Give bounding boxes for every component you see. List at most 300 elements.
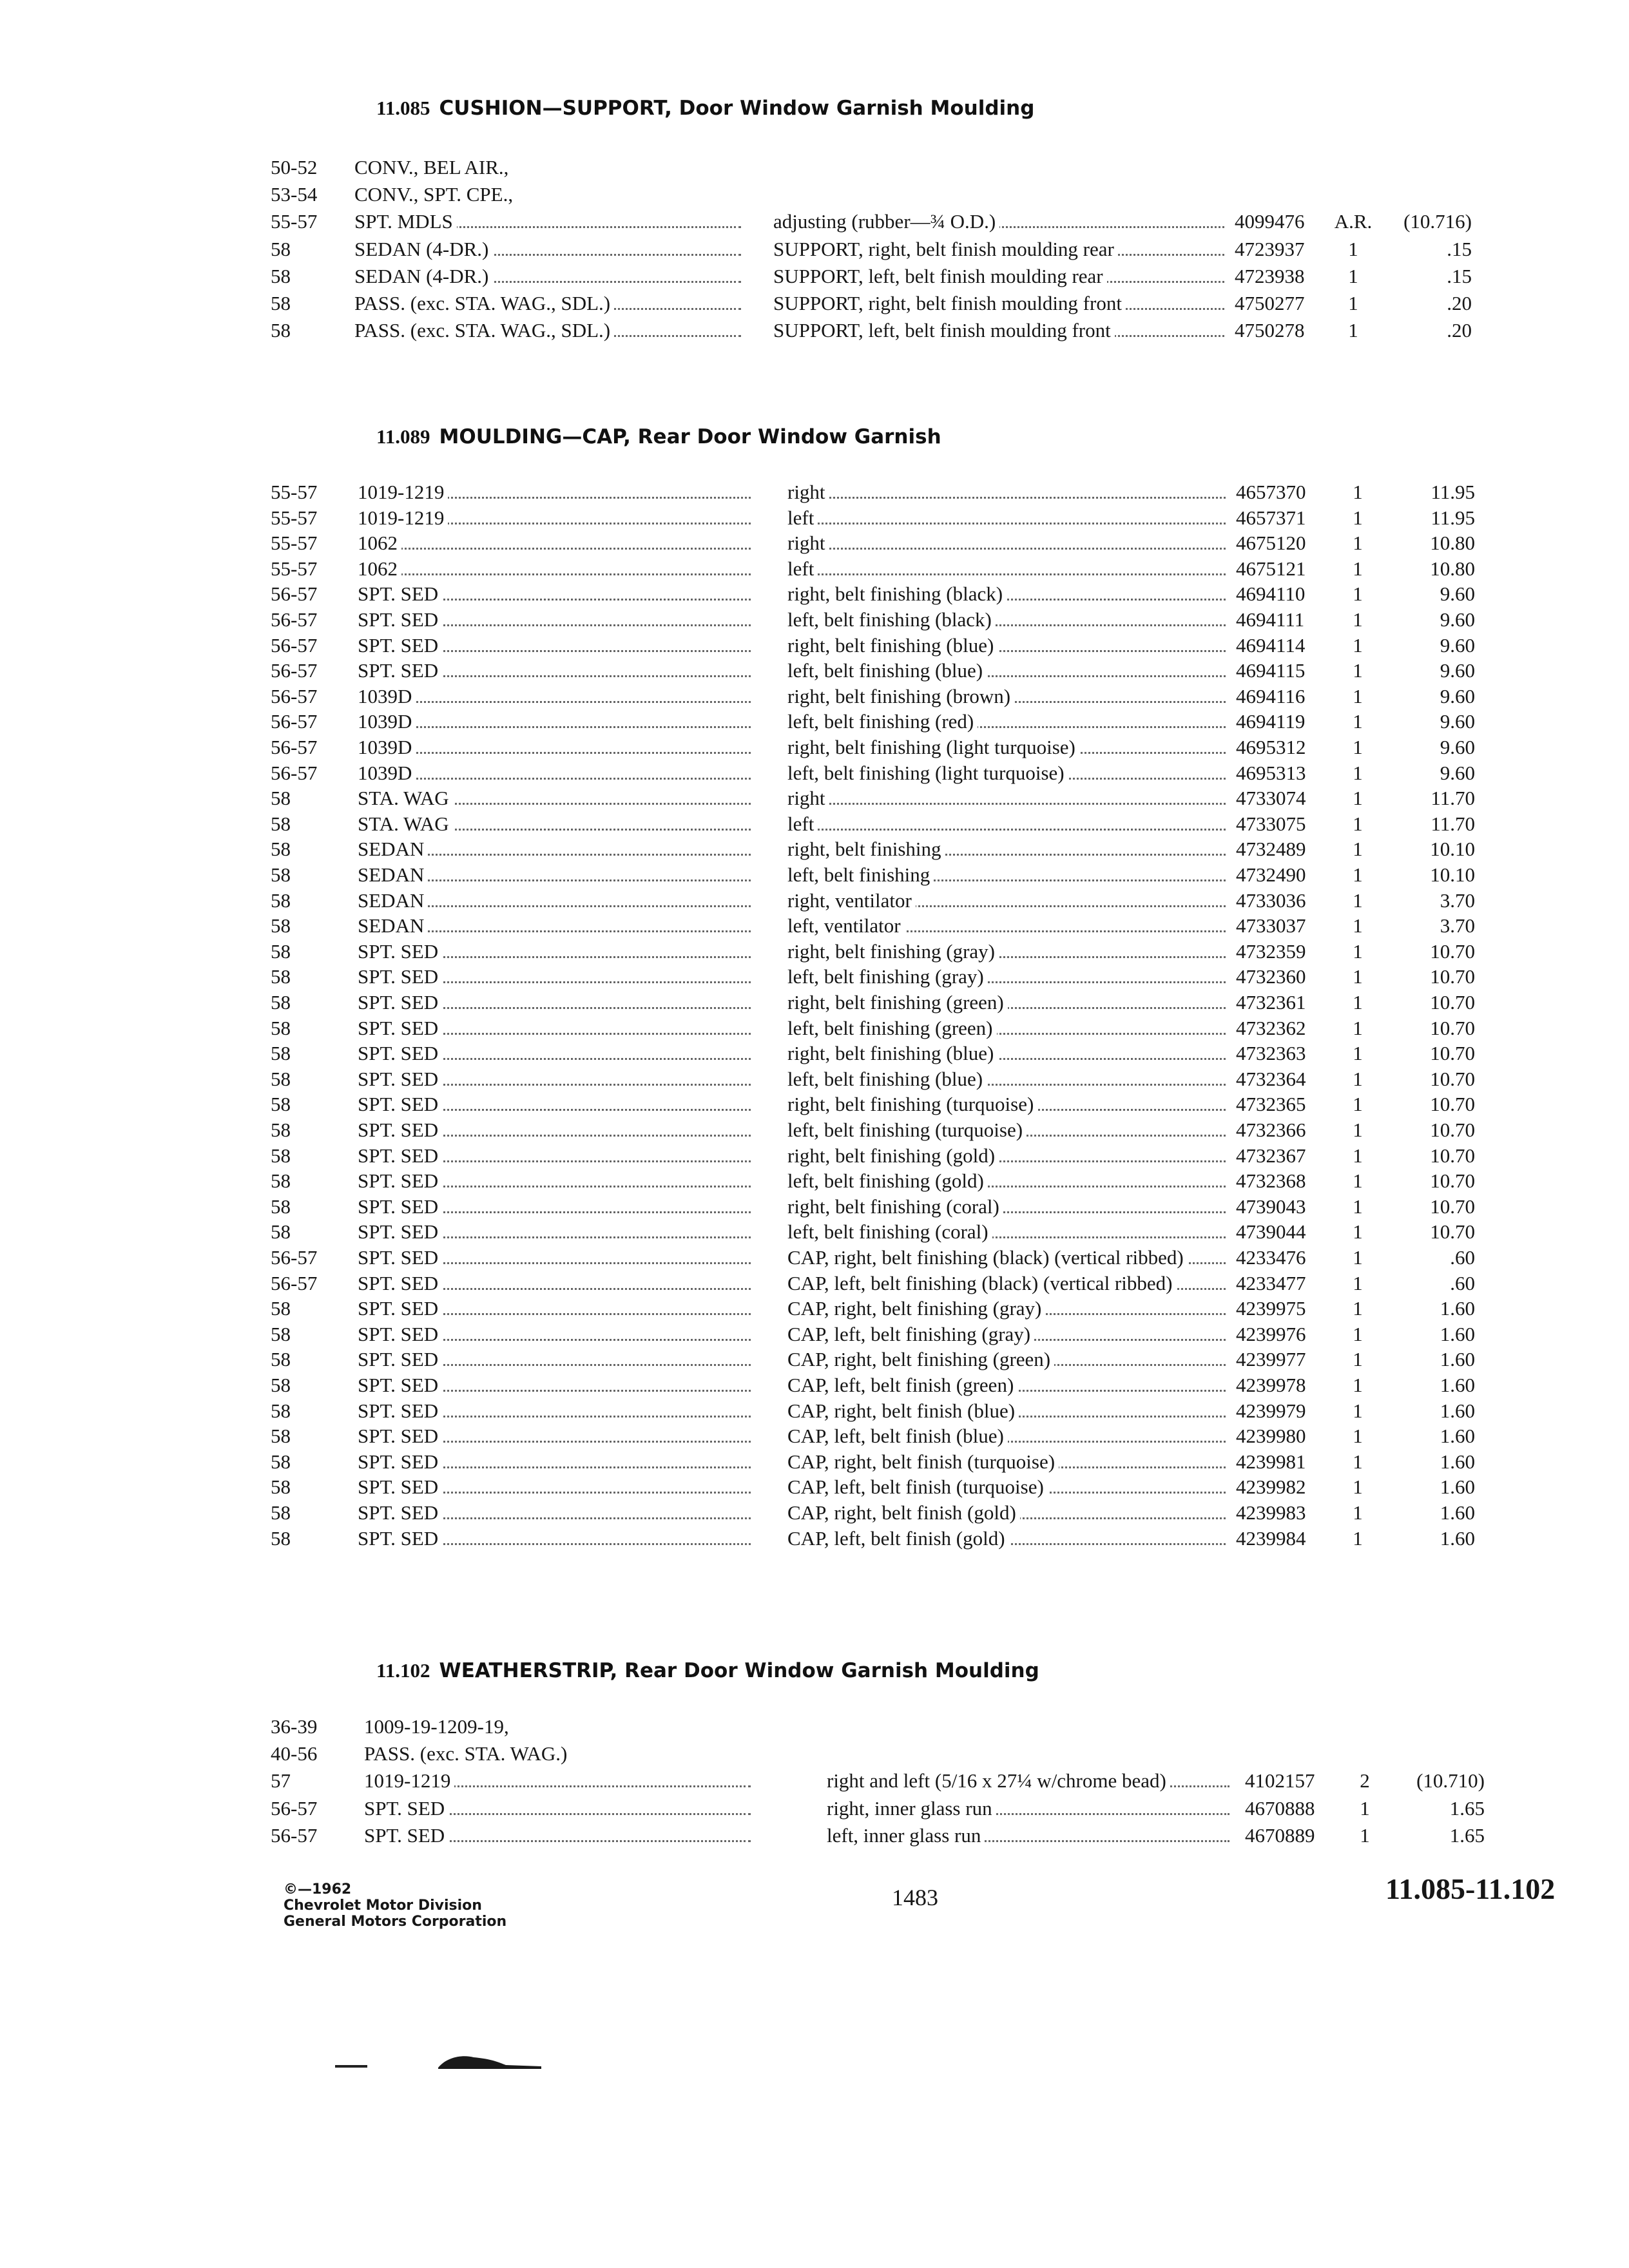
price — [1405, 1796, 1489, 1821]
model-cell — [358, 1143, 751, 1169]
part-number-text: 4733075 — [1236, 812, 1310, 835]
price-text: (10.716) — [1403, 210, 1476, 233]
year-range — [271, 785, 348, 811]
part-row — [0, 318, 1629, 343]
model-cell-text: CONV., BEL AIR., — [354, 156, 512, 178]
price — [1395, 1296, 1479, 1321]
year-range — [271, 1741, 348, 1767]
quantity-text: 1 — [1353, 1068, 1367, 1090]
part-number — [1235, 155, 1338, 180]
year-range — [271, 236, 348, 262]
model-cell-text: PASS. (exc. STA. WAG.) — [364, 1742, 571, 1765]
part-row — [0, 1271, 1629, 1296]
quantity — [1337, 1117, 1382, 1143]
part-row — [0, 684, 1629, 709]
description-cell-text: right, belt finishing (blue) — [787, 1042, 998, 1064]
year-range-text: 58 — [271, 1017, 294, 1039]
price — [1395, 1372, 1479, 1398]
price — [1395, 1321, 1479, 1347]
year-range — [271, 1398, 348, 1424]
quantity-text: 1 — [1360, 1824, 1374, 1847]
dot-leader — [787, 803, 1226, 805]
year-range — [271, 1117, 348, 1143]
part-number — [1236, 1143, 1339, 1169]
year-range — [271, 1194, 348, 1220]
description-cell-text: CAP, right, belt finish (turquoise) — [787, 1450, 1059, 1473]
description-cell — [787, 684, 1226, 709]
part-row — [0, 1194, 1629, 1220]
year-range-text: 55-57 — [271, 532, 321, 554]
section-title: WEATHERSTRIP, Rear Door Window Garnish Moulding — [439, 1659, 1039, 1682]
description-cell — [787, 760, 1226, 786]
quantity — [1337, 556, 1382, 582]
year-range-text: 58 — [271, 787, 294, 809]
quantity — [1337, 1041, 1382, 1066]
description-cell-text — [773, 156, 777, 178]
model-cell-text: SEDAN (4-DR.) — [354, 238, 492, 260]
model-cell — [358, 735, 751, 760]
dot-leader — [358, 752, 751, 754]
description-cell-text: left, belt finishing (light turquoise) — [787, 762, 1068, 784]
year-range-text: 58 — [271, 965, 294, 988]
description-cell-text: right, belt finishing (brown) — [787, 685, 1014, 707]
model-cell-text: STA. WAG — [358, 787, 453, 809]
quantity-text: 1 — [1353, 1450, 1367, 1473]
part-number-text: 4694110 — [1236, 582, 1309, 605]
year-range — [271, 1823, 348, 1849]
description-cell-text — [827, 1715, 831, 1738]
part-number — [1236, 811, 1339, 837]
model-cell — [364, 1768, 751, 1794]
price — [1395, 836, 1479, 862]
description-cell — [827, 1768, 1229, 1794]
model-cell — [354, 318, 741, 343]
description-cell-text: CAP, left, belt finish (gold) — [787, 1527, 1009, 1550]
part-row — [0, 836, 1629, 862]
description-cell-text — [773, 183, 777, 206]
quantity-text: 1 — [1353, 506, 1367, 529]
year-range-text: 50-52 — [271, 156, 321, 178]
part-number-text: 4239975 — [1236, 1297, 1310, 1320]
year-range-text: 58 — [271, 1220, 294, 1243]
quantity-text: 1 — [1353, 1425, 1367, 1447]
part-number — [1235, 236, 1338, 262]
year-range-text: 58 — [271, 1475, 294, 1498]
description-cell — [787, 836, 1226, 862]
quantity-text: 1 — [1353, 659, 1367, 682]
part-number-text: 4239981 — [1236, 1450, 1310, 1473]
price-text: 10.10 — [1430, 863, 1479, 886]
part-row — [0, 1296, 1629, 1321]
model-cell — [358, 479, 751, 505]
model-cell — [358, 888, 751, 914]
year-range-text: 55-57 — [271, 557, 321, 580]
part-number-text: 4732366 — [1236, 1119, 1310, 1141]
price-text: .20 — [1447, 292, 1476, 314]
price-text: .20 — [1447, 319, 1476, 341]
part-row — [0, 1347, 1629, 1372]
price — [1395, 1449, 1479, 1475]
description-cell-text: left, belt finishing (gray) — [787, 965, 988, 988]
part-number-text: 4657371 — [1236, 506, 1310, 529]
model-cell-text: 1019-1219 — [358, 506, 448, 529]
price-text: 3.70 — [1440, 914, 1479, 937]
model-cell — [358, 633, 751, 658]
part-row — [0, 811, 1629, 837]
part-row — [0, 658, 1629, 684]
model-cell-text: SPT. SED — [358, 1374, 442, 1396]
price — [1395, 990, 1479, 1015]
part-number-text: 4239983 — [1236, 1501, 1310, 1524]
part-number — [1236, 1245, 1339, 1271]
division-name: Chevrolet Motor Division — [284, 1898, 482, 1914]
part-row — [0, 1796, 1629, 1821]
year-range-text: 56-57 — [271, 582, 321, 605]
description-cell-text: CAP, left, belt finish (green) — [787, 1374, 1017, 1396]
year-range — [271, 658, 348, 684]
model-cell-text: SEDAN — [358, 838, 428, 860]
description-cell — [787, 1271, 1226, 1296]
price — [1395, 1117, 1479, 1143]
part-number-text: 4239977 — [1236, 1348, 1310, 1370]
quantity — [1337, 1500, 1382, 1526]
quantity — [1344, 1796, 1389, 1821]
year-range — [271, 1347, 348, 1372]
quantity-text: 1 — [1353, 532, 1367, 554]
price-text: 10.70 — [1430, 991, 1479, 1014]
part-row — [0, 1449, 1629, 1475]
year-range — [271, 1714, 348, 1740]
model-cell — [354, 264, 741, 289]
year-range — [271, 939, 348, 965]
price-text: 1.60 — [1440, 1527, 1479, 1550]
description-cell-text: CAP, right, belt finishing (black) (vertical ribbed) — [787, 1246, 1188, 1269]
price — [1395, 633, 1479, 658]
description-cell — [787, 505, 1226, 531]
model-cell-text: SPT. SED — [358, 1297, 442, 1320]
price — [1395, 1168, 1479, 1194]
description-cell — [787, 556, 1226, 582]
quantity — [1337, 888, 1382, 914]
price-text: 1.60 — [1440, 1323, 1479, 1345]
model-cell — [358, 684, 751, 709]
price — [1395, 1271, 1479, 1296]
price-text: 11.70 — [1431, 787, 1479, 809]
description-cell — [787, 1474, 1226, 1500]
description-cell — [787, 479, 1226, 505]
price — [1395, 1526, 1479, 1552]
part-row — [0, 236, 1629, 262]
description-cell — [827, 1823, 1229, 1849]
quantity-text: 1 — [1353, 965, 1367, 988]
year-range — [271, 709, 348, 735]
description-cell-text: left, belt finishing (blue) — [787, 1068, 987, 1090]
quantity — [1333, 182, 1378, 207]
price — [1392, 182, 1476, 207]
description-cell-text: left — [787, 812, 818, 835]
year-range-text: 58 — [271, 1527, 294, 1550]
part-number — [1236, 479, 1339, 505]
dot-leader — [358, 701, 751, 703]
year-range-text: 58 — [271, 1119, 294, 1141]
description-cell-text: left, belt finishing (black) — [787, 608, 996, 631]
part-number — [1236, 836, 1339, 862]
model-cell-text: 1062 — [358, 557, 401, 580]
description-cell — [773, 209, 1224, 235]
part-number-text: 4239982 — [1236, 1475, 1310, 1498]
quantity-text: 1 — [1353, 1399, 1367, 1422]
model-cell — [358, 785, 751, 811]
part-row — [0, 607, 1629, 633]
part-row — [0, 1423, 1629, 1449]
quantity-text: 1 — [1353, 1246, 1367, 1269]
quantity-text: 1 — [1353, 1323, 1367, 1345]
year-range-text: 58 — [271, 1501, 294, 1524]
part-row — [0, 291, 1629, 316]
part-row — [0, 1091, 1629, 1117]
model-cell — [358, 1347, 751, 1372]
price — [1405, 1714, 1489, 1740]
price-text: 9.60 — [1440, 736, 1479, 758]
quantity — [1337, 1091, 1382, 1117]
year-range — [271, 1066, 348, 1092]
year-range — [271, 1245, 348, 1271]
model-cell — [358, 1423, 751, 1449]
description-cell — [787, 1219, 1226, 1245]
year-range — [271, 1423, 348, 1449]
description-cell — [827, 1796, 1229, 1821]
part-number — [1236, 913, 1339, 939]
quantity — [1337, 1271, 1382, 1296]
model-cell-text: SPT. SED — [358, 608, 442, 631]
price-text: 9.60 — [1440, 710, 1479, 733]
quantity-text: 1 — [1353, 940, 1367, 963]
quantity-text: 1 — [1353, 582, 1367, 605]
part-row — [0, 505, 1629, 531]
quantity — [1337, 1219, 1382, 1245]
model-cell-text: SPT. SED — [358, 582, 442, 605]
part-number — [1236, 1526, 1339, 1552]
part-number-text: 4732363 — [1236, 1042, 1310, 1064]
dot-leader — [358, 726, 751, 728]
quantity — [1337, 1449, 1382, 1475]
quantity-text: 1 — [1353, 1374, 1367, 1396]
part-number-text: 4723937 — [1235, 238, 1309, 260]
price — [1395, 556, 1479, 582]
year-range-text: 40-56 — [271, 1742, 321, 1765]
year-range — [271, 1796, 348, 1821]
model-cell — [358, 939, 751, 965]
part-row — [0, 1066, 1629, 1092]
part-number — [1236, 581, 1339, 607]
part-row — [0, 1245, 1629, 1271]
quantity-text: 1 — [1353, 710, 1367, 733]
part-row — [0, 964, 1629, 990]
year-range — [271, 913, 348, 939]
dot-leader — [358, 548, 751, 550]
page-number: 1483 — [892, 1885, 938, 1910]
quantity-text: 1 — [1353, 863, 1367, 886]
description-cell — [787, 530, 1226, 556]
description-cell-text: right, belt finishing (light turquoise) — [787, 736, 1079, 758]
quantity-text: 1 — [1353, 1017, 1367, 1039]
year-range — [271, 1768, 348, 1794]
year-range-text: 58 — [271, 1169, 294, 1192]
part-number-text: 4732368 — [1236, 1169, 1310, 1192]
price-text: 1.60 — [1440, 1374, 1479, 1396]
price-text: 9.60 — [1440, 634, 1479, 657]
model-cell-text: 1019-1219 — [364, 1769, 454, 1792]
model-cell — [358, 709, 751, 735]
part-number — [1236, 556, 1339, 582]
part-number — [1245, 1768, 1348, 1794]
part-number-text: 4675120 — [1236, 532, 1310, 554]
quantity — [1337, 1423, 1382, 1449]
year-range-text: 58 — [271, 292, 294, 314]
model-cell-text: 1039D — [358, 762, 416, 784]
description-cell-text: left, belt finishing (green) — [787, 1017, 997, 1039]
model-cell — [358, 530, 751, 556]
year-range — [271, 1168, 348, 1194]
part-number — [1236, 1372, 1339, 1398]
quantity — [1337, 1245, 1382, 1271]
year-range-text: 56-57 — [271, 685, 321, 707]
part-row — [0, 581, 1629, 607]
price — [1395, 1398, 1479, 1424]
quantity — [1337, 581, 1382, 607]
year-range — [271, 1219, 348, 1245]
year-range — [271, 1041, 348, 1066]
quantity — [1337, 1321, 1382, 1347]
quantity-text: A.R. — [1335, 210, 1376, 233]
quantity — [1337, 964, 1382, 990]
year-range-text: 58 — [271, 1093, 294, 1115]
section-code: 11.085 — [376, 97, 430, 119]
quantity — [1337, 709, 1382, 735]
part-number-text: 4694119 — [1236, 710, 1309, 733]
year-range-text: 56-57 — [271, 710, 321, 733]
year-range-text: 58 — [271, 838, 294, 860]
price-text — [1485, 1742, 1489, 1765]
year-range — [271, 607, 348, 633]
part-number-text: 4732489 — [1236, 838, 1310, 860]
quantity — [1337, 1015, 1382, 1041]
price — [1392, 318, 1476, 343]
quantity-text: 1 — [1353, 1169, 1367, 1192]
price — [1395, 1015, 1479, 1041]
quantity-text — [1353, 183, 1357, 206]
price-text: 10.70 — [1430, 1169, 1479, 1192]
part-number-text: 4694114 — [1236, 634, 1309, 657]
part-number — [1236, 1423, 1339, 1449]
price — [1395, 939, 1479, 965]
price — [1395, 964, 1479, 990]
year-range — [271, 182, 348, 207]
price-text: .15 — [1447, 265, 1476, 287]
model-cell-text: SEDAN (4-DR.) — [354, 265, 492, 287]
price — [1395, 735, 1479, 760]
price — [1395, 505, 1479, 531]
year-range — [271, 318, 348, 343]
quantity — [1337, 735, 1382, 760]
model-cell — [358, 1194, 751, 1220]
part-number — [1236, 1500, 1339, 1526]
description-cell — [773, 155, 1224, 180]
price-text: 1.60 — [1440, 1475, 1479, 1498]
model-cell — [358, 1321, 751, 1347]
quantity-text: 1 — [1353, 1042, 1367, 1064]
part-row — [0, 1321, 1629, 1347]
quantity — [1333, 236, 1378, 262]
part-number — [1236, 1474, 1339, 1500]
price-text: .60 — [1450, 1272, 1479, 1294]
description-cell — [787, 1041, 1226, 1066]
quantity — [1337, 760, 1382, 786]
quantity — [1344, 1768, 1389, 1794]
description-cell-text: CAP, right, belt finishing (green) — [787, 1348, 1054, 1370]
year-range — [271, 1015, 348, 1041]
part-number-text: 4733037 — [1236, 914, 1310, 937]
part-number — [1236, 990, 1339, 1015]
model-cell — [358, 1474, 751, 1500]
part-number-text: 4239976 — [1236, 1323, 1310, 1345]
part-row — [0, 888, 1629, 914]
model-cell-text: SPT. SED — [358, 1272, 442, 1294]
year-range — [271, 760, 348, 786]
model-cell-text: SPT. SED — [358, 1119, 442, 1141]
price-text: 10.70 — [1430, 1119, 1479, 1141]
quantity-text: 1 — [1353, 991, 1367, 1014]
quantity-text: 1 — [1353, 1501, 1367, 1524]
year-range-text: 58 — [271, 1348, 294, 1370]
part-number — [1236, 1041, 1339, 1066]
quantity — [1337, 1526, 1382, 1552]
model-cell — [358, 1372, 751, 1398]
part-number — [1236, 530, 1339, 556]
year-range — [271, 1143, 348, 1169]
quantity — [1337, 607, 1382, 633]
quantity-text: 1 — [1348, 292, 1362, 314]
section-heading — [376, 97, 1034, 120]
description-cell — [773, 318, 1224, 343]
description-cell-text: right, belt finishing (turquoise) — [787, 1093, 1037, 1115]
model-cell — [358, 1271, 751, 1296]
part-number — [1236, 862, 1339, 888]
year-range-text: 58 — [271, 1042, 294, 1064]
year-range — [271, 209, 348, 235]
model-cell-text: STA. WAG — [358, 812, 453, 835]
part-number — [1236, 760, 1339, 786]
model-cell-text: SPT. SED — [358, 940, 442, 963]
model-cell-text: SPT. SED — [358, 991, 442, 1014]
scan-smudge — [335, 2052, 554, 2071]
description-cell-text: CAP, left, belt finishing (gray) — [787, 1323, 1034, 1345]
description-cell-text: SUPPORT, left, belt finish moulding rear — [773, 265, 1107, 287]
quantity-text: 1 — [1353, 1093, 1367, 1115]
description-cell — [787, 888, 1226, 914]
part-number — [1236, 964, 1339, 990]
year-range-text: 58 — [271, 1323, 294, 1345]
model-cell — [358, 1117, 751, 1143]
part-number — [1236, 1117, 1339, 1143]
price-text: 10.70 — [1430, 1017, 1479, 1039]
quantity-text: 1 — [1353, 1144, 1367, 1167]
model-cell — [358, 581, 751, 607]
quantity — [1337, 479, 1382, 505]
model-cell — [358, 556, 751, 582]
part-number — [1236, 505, 1339, 531]
model-cell-text: SPT. SED — [358, 1195, 442, 1218]
